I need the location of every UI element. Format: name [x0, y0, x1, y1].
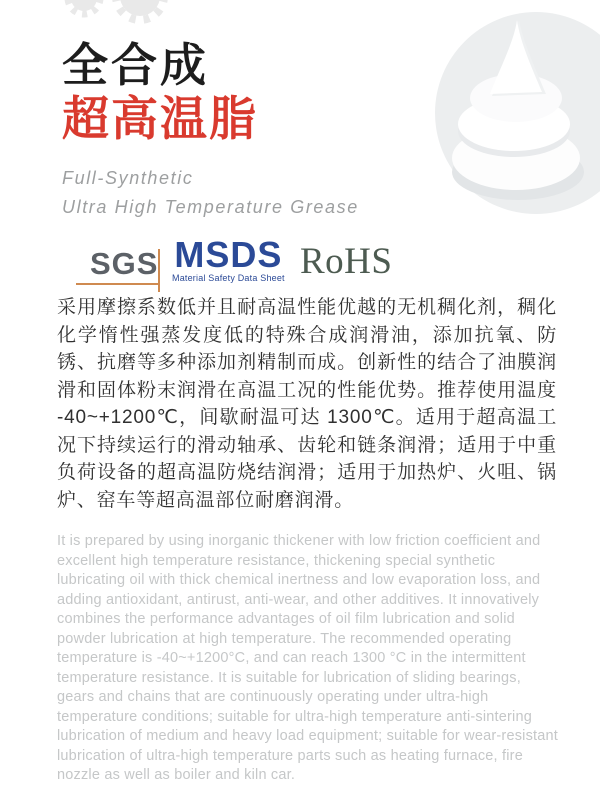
sgs-logo: [90, 246, 158, 285]
page-subtitle: [62, 164, 359, 222]
subtitle-line1: Full-Synthetic: [62, 168, 194, 188]
rohs-logo: [300, 240, 392, 283]
description-english: It is prepared by using inorganic thickener with low friction coefficient and excellent high temperature resistance, thickening special synthetic lubricating oil with thick chemical inertness and low evaporation loss, and adding antioxidant, antirust, anti-wear, and other additives. It innovatively combines the performance advantages of oil film lubrication and solid powder lubrication at high temperature. The recommended operating temperature is -40~+1200°C, and can reach 1300 °C in the intermittent temperature resistance. It is suitable for lubrication of sliding bearings, gears and chains that are continuously operating under ultra-high temperature conditions; suitable for ultra-high temperature anti-sintering lubrication of medium and heavy load equipment; suitable for wear-resistant lubrication of ultra-high temperature parts such as heating furnace, fire nozzle as well as boiler and kiln car.: [57, 533, 559, 783]
sgs-label: SGS: [90, 246, 159, 281]
gear-decoration-icon: [60, 0, 190, 32]
description-chinese: 采用摩擦系数低并且耐高温性能优越的无机稠化剂，稠化化学惰性强蒸发度低的特殊合成润滑油，添加抗氧、防锈、抗磨等多种添加剂精制而成。创新性的结合了油膜润滑和固体粉末润滑在高温工况的性能优势。推荐使用温度 -40~+1200℃，间歇耐温可达 1300℃。适用于超高温工况下持续运行的滑动轴承、齿轮和链条润滑；适用于中重负荷设备的超高温防烧结润滑；适用于加热炉、火咀、锅炉、窑车等超高温部位耐磨润滑。: [57, 297, 557, 511]
sgs-sideline: [158, 249, 160, 292]
grease-product-photo: [430, 0, 600, 222]
title-line2: 超高温脂: [62, 92, 258, 145]
page-title: [62, 39, 258, 145]
msds-logo: [172, 234, 285, 283]
rohs-label: RoHS: [300, 241, 393, 282]
msds-label: MSDS: [174, 234, 283, 275]
title-line1: 全合成: [62, 39, 209, 91]
subtitle-line2: Ultra High Temperature Grease: [62, 197, 359, 217]
sgs-underline: [76, 283, 160, 285]
msds-sublabel: Material Safety Data Sheet: [172, 273, 285, 283]
certification-row: [0, 234, 600, 293]
